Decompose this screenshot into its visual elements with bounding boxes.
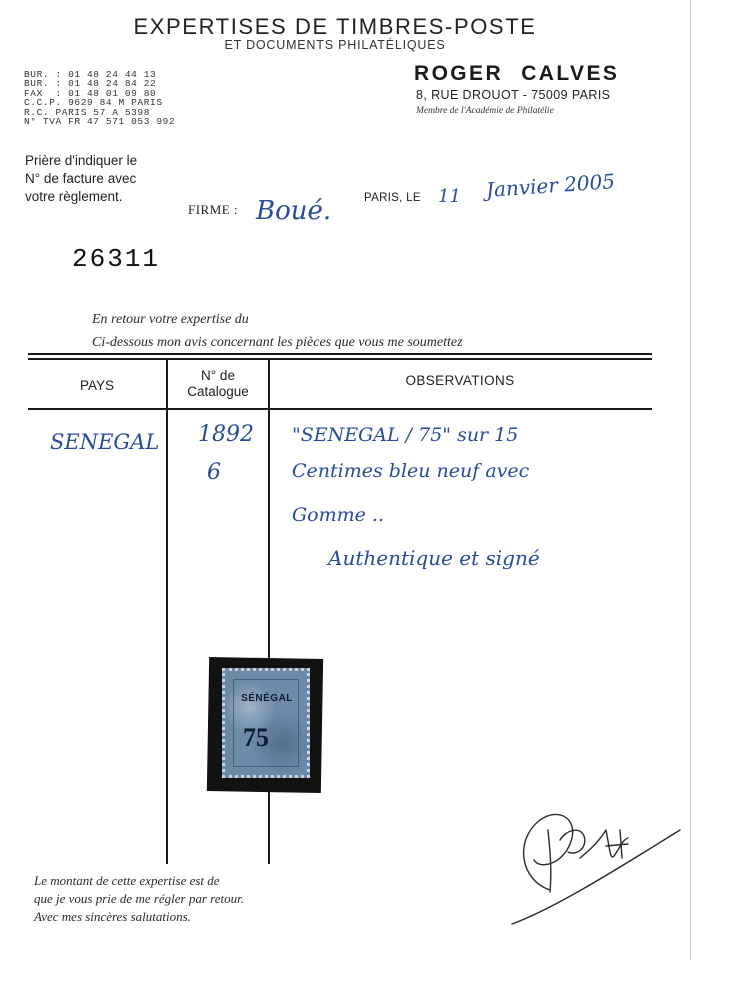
header-observations: OBSERVATIONS xyxy=(405,373,515,388)
footer-line: Le montant de cette expertise est de xyxy=(34,873,220,888)
notice-line: N° de facture avec xyxy=(25,171,137,186)
membership-note: Membre de l'Académie de Philatélie xyxy=(416,106,554,116)
contact-line: R.C. PARIS 57 A 5398 xyxy=(24,106,151,118)
row-catalogue-number: 6 xyxy=(207,460,221,485)
contact-block xyxy=(24,70,175,126)
row-observation-line: Gomme .. xyxy=(292,504,385,526)
firme-value: Boué. xyxy=(256,196,332,226)
payment-notice xyxy=(25,152,137,206)
contact-line: C.C.P. 9629 84 M PARIS xyxy=(24,97,163,109)
table-top-rule xyxy=(28,353,652,355)
footer-text xyxy=(34,872,244,926)
letterhead-title: EXPERTISES DE TIMBRES-POSTE xyxy=(133,14,537,39)
contact-line: BUR. : 01 48 24 44 13 xyxy=(24,69,157,80)
paris-le-label: PARIS, LE xyxy=(364,192,421,204)
row-observation-line: Centimes bleu neuf avec xyxy=(292,460,530,482)
contact-line: N° TVA FR 47 571 053 992 xyxy=(24,116,176,128)
header-pays: PAYS xyxy=(79,378,114,393)
intro-line-2: Ci-dessous mon avis concernant les pièces que vous me soumettez xyxy=(92,335,463,350)
stamp-surcharge-value: 75 xyxy=(243,723,269,752)
stamp-image xyxy=(222,668,310,778)
date-month-year: Janvier 2005 xyxy=(485,169,616,202)
notice-line: Prière d'indiquer le xyxy=(25,153,138,168)
row-catalogue-year: 1892 xyxy=(198,422,254,447)
letterhead-subtitle: ET DOCUMENTS PHILATÉLIQUES xyxy=(224,38,446,52)
column-divider xyxy=(166,358,168,864)
header-catalogue-line: Catalogue xyxy=(187,384,249,399)
row-pays: SENEGAL xyxy=(50,430,160,454)
row-observation-line: "SENEGAL / 75" sur 15 xyxy=(292,424,519,446)
invoice-number: 26311 xyxy=(72,244,161,274)
notice-line: votre règlement. xyxy=(25,189,123,204)
header-catalogue-line: N° de xyxy=(201,368,235,383)
footer-line: que je vous prie de me régler par retour. xyxy=(34,891,245,906)
stamp-overprint: SÉNÉGAL xyxy=(241,693,293,704)
signature-image xyxy=(510,800,700,930)
row-observation-line: Authentique et signé xyxy=(328,546,540,570)
firme-label: FIRME : xyxy=(188,202,239,217)
expert-address: 8, RUE DROUOT - 75009 PARIS xyxy=(416,88,611,102)
footer-line: Avec mes sincères salutations. xyxy=(34,909,191,924)
contact-line: FAX : 01 48 01 09 80 xyxy=(24,87,157,99)
expert-name: ROGER CALVES xyxy=(414,62,620,85)
contact-line: BUR. : 01 48 24 84 22 xyxy=(24,78,157,90)
date-day: 11 xyxy=(438,186,461,207)
header-catalogue xyxy=(168,368,268,400)
table-top-rule-2 xyxy=(28,358,652,360)
intro-line-1: En retour votre expertise du xyxy=(92,312,249,327)
table-header-rule xyxy=(28,408,652,410)
